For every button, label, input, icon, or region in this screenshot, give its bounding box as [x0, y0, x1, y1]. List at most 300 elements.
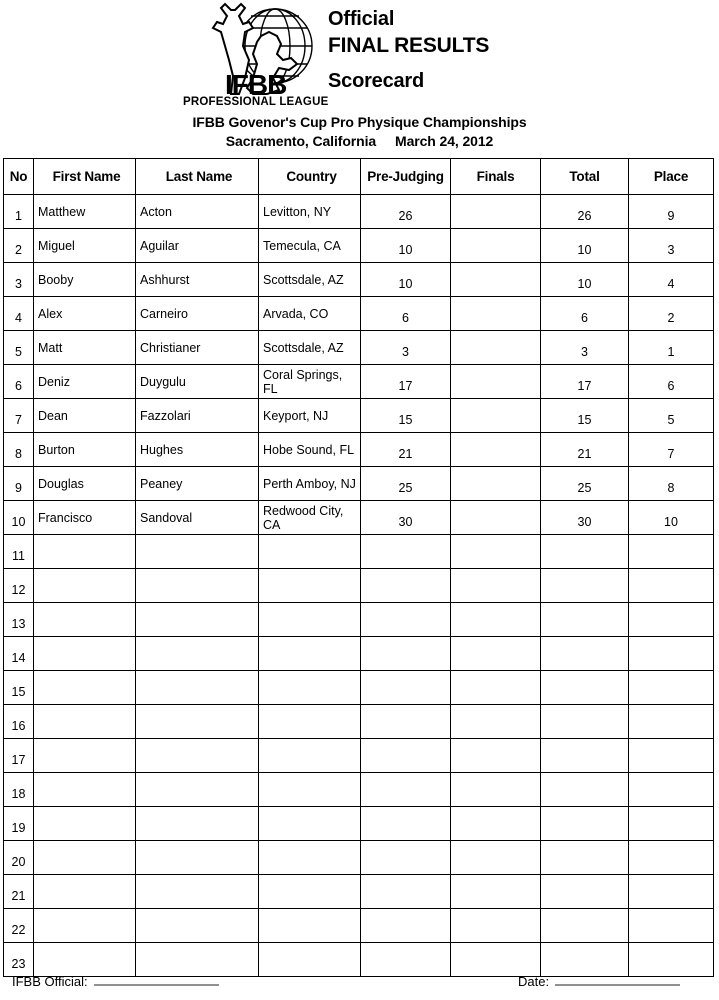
cell-tot[interactable] — [541, 909, 629, 943]
cell-last[interactable] — [136, 773, 259, 807]
cell-last[interactable] — [136, 297, 259, 331]
cell-plc[interactable] — [629, 909, 714, 943]
cell-first[interactable] — [34, 467, 136, 501]
cell-pre[interactable] — [361, 501, 451, 535]
cell-last-text: Aguilar — [140, 238, 179, 253]
table-row — [4, 603, 714, 637]
cell-plc[interactable] — [629, 841, 714, 875]
cell-plc-text — [629, 615, 713, 624]
cell-ctry[interactable] — [259, 875, 361, 909]
cell-plc[interactable] — [629, 773, 714, 807]
cell-tot-text: 30 — [577, 515, 592, 529]
cell-tot-text — [541, 615, 628, 624]
event-location-date: Sacramento, California March 24, 2012 — [225, 133, 494, 149]
cell-ctry[interactable] — [259, 603, 361, 637]
official-signature-field[interactable] — [94, 974, 219, 986]
cell-fin[interactable] — [451, 739, 541, 773]
cell-fin-text — [451, 411, 540, 420]
cell-pre[interactable] — [361, 297, 451, 331]
cell-tot-text: 3 — [581, 345, 588, 359]
cell-no[interactable] — [4, 603, 34, 637]
cell-first-text: Dean — [38, 408, 68, 423]
cell-no[interactable] — [4, 535, 34, 569]
cell-ctry[interactable] — [259, 433, 361, 467]
cell-tot[interactable] — [541, 773, 629, 807]
cell-pre-text — [361, 785, 450, 794]
cell-plc[interactable] — [629, 433, 714, 467]
cell-pre-text: 30 — [398, 515, 413, 529]
cell-fin[interactable] — [451, 637, 541, 671]
cell-ctry-text: Arvada, CO — [263, 307, 329, 321]
cell-fin[interactable] — [451, 467, 541, 501]
ifbb-logo-graphic — [183, 2, 335, 108]
cell-last[interactable] — [136, 331, 259, 365]
cell-fin[interactable] — [451, 365, 541, 399]
cell-ctry[interactable] — [259, 501, 361, 535]
table-row — [4, 501, 714, 535]
cell-tot[interactable] — [541, 399, 629, 433]
official-signature-group — [12, 974, 219, 989]
cell-tot[interactable] — [541, 739, 629, 773]
cell-no[interactable] — [4, 195, 34, 229]
cell-plc-text — [629, 581, 713, 590]
cell-pre[interactable] — [361, 195, 451, 229]
cell-fin-text — [451, 785, 540, 794]
cell-pre[interactable] — [361, 909, 451, 943]
cell-fin[interactable] — [451, 195, 541, 229]
cell-fin-text — [451, 819, 540, 828]
table-row — [4, 467, 714, 501]
cell-fin[interactable] — [451, 501, 541, 535]
table-header-row — [4, 159, 714, 195]
table-row — [4, 569, 714, 603]
cell-plc[interactable] — [629, 263, 714, 297]
cell-tot[interactable] — [541, 671, 629, 705]
cell-first[interactable] — [34, 603, 136, 637]
cell-plc-text — [629, 785, 713, 794]
cell-last[interactable] — [136, 807, 259, 841]
cell-plc-text — [629, 751, 713, 760]
cell-fin[interactable] — [451, 433, 541, 467]
cell-fin[interactable] — [451, 875, 541, 909]
table-row — [4, 875, 714, 909]
cell-no[interactable] — [4, 671, 34, 705]
cell-first[interactable] — [34, 365, 136, 399]
cell-plc-text — [629, 547, 713, 556]
cell-ctry-text — [263, 551, 360, 552]
cell-tot[interactable] — [541, 841, 629, 875]
table-row — [4, 909, 714, 943]
cell-ctry-text: Perth Amboy, NJ — [263, 477, 356, 491]
cell-tot[interactable] — [541, 875, 629, 909]
cell-no-text: 16 — [11, 719, 26, 733]
cell-plc[interactable] — [629, 331, 714, 365]
cell-last[interactable] — [136, 501, 259, 535]
column-header-first-name: First Name — [34, 159, 136, 195]
cell-tot-text: 10 — [577, 277, 592, 291]
cell-ctry[interactable] — [259, 399, 361, 433]
cell-fin[interactable] — [451, 263, 541, 297]
cell-ctry[interactable] — [259, 807, 361, 841]
cell-no[interactable] — [4, 263, 34, 297]
cell-plc[interactable] — [629, 535, 714, 569]
date-field[interactable] — [555, 974, 680, 986]
cell-first[interactable] — [34, 739, 136, 773]
cell-fin[interactable] — [451, 841, 541, 875]
cell-no[interactable] — [4, 875, 34, 909]
cell-ctry[interactable] — [259, 229, 361, 263]
cell-pre[interactable] — [361, 263, 451, 297]
cell-no[interactable] — [4, 807, 34, 841]
cell-pre[interactable] — [361, 671, 451, 705]
cell-last[interactable] — [136, 705, 259, 739]
cell-last[interactable] — [136, 399, 259, 433]
cell-first[interactable] — [34, 569, 136, 603]
cell-fin-text — [451, 683, 540, 692]
cell-pre[interactable] — [361, 603, 451, 637]
cell-first[interactable] — [34, 637, 136, 671]
cell-ctry[interactable] — [259, 637, 361, 671]
cell-no[interactable] — [4, 501, 34, 535]
cell-tot-text — [541, 785, 628, 794]
cell-fin[interactable] — [451, 399, 541, 433]
cell-first[interactable] — [34, 501, 136, 535]
cell-ctry-text — [263, 585, 360, 586]
cell-last-text: Ashhurst — [140, 272, 190, 287]
ifbb-logo — [183, 2, 335, 108]
cell-fin[interactable] — [451, 807, 541, 841]
table-row — [4, 671, 714, 705]
date-label: Date: — [518, 974, 550, 989]
cell-first[interactable] — [34, 433, 136, 467]
cell-no[interactable] — [4, 365, 34, 399]
cell-ctry[interactable] — [259, 569, 361, 603]
cell-no[interactable] — [4, 433, 34, 467]
table-row — [4, 331, 714, 365]
cell-fin[interactable] — [451, 671, 541, 705]
cell-pre[interactable] — [361, 229, 451, 263]
event-title — [0, 110, 719, 151]
cell-last-text: Fazzolari — [140, 408, 191, 423]
cell-ctry[interactable] — [259, 331, 361, 365]
cell-fin[interactable] — [451, 229, 541, 263]
cell-last[interactable] — [136, 433, 259, 467]
cell-plc[interactable] — [629, 671, 714, 705]
cell-ctry-text — [263, 619, 360, 620]
cell-fin[interactable] — [451, 603, 541, 637]
cell-first[interactable] — [34, 229, 136, 263]
cell-last[interactable] — [136, 467, 259, 501]
cell-last[interactable] — [136, 603, 259, 637]
table-row — [4, 365, 714, 399]
cell-no[interactable] — [4, 331, 34, 365]
cell-pre[interactable] — [361, 467, 451, 501]
cell-tot[interactable] — [541, 569, 629, 603]
cell-no[interactable] — [4, 569, 34, 603]
cell-pre-text — [361, 649, 450, 658]
cell-plc[interactable] — [629, 229, 714, 263]
cell-plc-text — [629, 955, 713, 964]
cell-pre[interactable] — [361, 433, 451, 467]
cell-last[interactable] — [136, 637, 259, 671]
cell-pre-text: 25 — [398, 481, 413, 495]
cell-no-text: 15 — [11, 685, 26, 699]
cell-fin-text — [451, 309, 540, 318]
cell-tot-text — [541, 547, 628, 556]
cell-ctry[interactable] — [259, 909, 361, 943]
cell-first-text: Francisco — [38, 510, 93, 525]
cell-tot[interactable] — [541, 501, 629, 535]
cell-fin[interactable] — [451, 535, 541, 569]
cell-fin[interactable] — [451, 909, 541, 943]
cell-last[interactable] — [136, 569, 259, 603]
table-row — [4, 433, 714, 467]
cell-pre[interactable] — [361, 773, 451, 807]
cell-pre[interactable] — [361, 841, 451, 875]
cell-tot[interactable] — [541, 467, 629, 501]
cell-first[interactable] — [34, 705, 136, 739]
cell-no-text: 17 — [11, 753, 26, 767]
cell-pre[interactable] — [361, 535, 451, 569]
cell-plc[interactable] — [629, 637, 714, 671]
cell-plc-text — [629, 649, 713, 658]
table-row — [4, 739, 714, 773]
cell-pre[interactable] — [361, 739, 451, 773]
cell-fin[interactable] — [451, 705, 541, 739]
cell-tot[interactable] — [541, 365, 629, 399]
table-row — [4, 195, 714, 229]
cell-tot[interactable] — [541, 297, 629, 331]
cell-pre[interactable] — [361, 807, 451, 841]
cell-last[interactable] — [136, 671, 259, 705]
cell-pre-text: 3 — [402, 345, 409, 359]
cell-fin-text — [451, 479, 540, 488]
cell-tot[interactable] — [541, 637, 629, 671]
cell-tot[interactable] — [541, 705, 629, 739]
cell-no[interactable] — [4, 229, 34, 263]
cell-first[interactable] — [34, 297, 136, 331]
cell-tot[interactable] — [541, 331, 629, 365]
cell-fin-text — [451, 275, 540, 284]
cell-last-text: Sandoval — [140, 510, 193, 525]
cell-tot[interactable] — [541, 603, 629, 637]
cell-tot-text: 6 — [581, 311, 588, 325]
cell-first[interactable] — [34, 535, 136, 569]
cell-tot-text — [541, 921, 628, 930]
cell-no-text: 13 — [11, 617, 26, 631]
cell-last[interactable] — [136, 263, 259, 297]
cell-plc[interactable] — [629, 467, 714, 501]
cell-ctry-text — [263, 721, 360, 722]
official-label: IFBB Official: — [12, 974, 88, 989]
cell-ctry[interactable] — [259, 841, 361, 875]
cell-ctry[interactable] — [259, 467, 361, 501]
cell-no[interactable] — [4, 909, 34, 943]
cell-first[interactable] — [34, 875, 136, 909]
cell-plc-text: 4 — [667, 277, 675, 291]
cell-plc[interactable] — [629, 603, 714, 637]
cell-fin-text — [451, 615, 540, 624]
table-row — [4, 841, 714, 875]
cell-fin-text — [451, 751, 540, 760]
cell-fin-text — [451, 853, 540, 862]
cell-pre-text — [361, 547, 450, 556]
cell-last-text: Carneiro — [140, 306, 188, 321]
cell-first[interactable] — [34, 263, 136, 297]
cell-no-text: 9 — [15, 481, 22, 495]
cell-no-text: 3 — [15, 277, 22, 291]
cell-fin[interactable] — [451, 331, 541, 365]
cell-fin-text — [451, 241, 540, 250]
cell-no[interactable] — [4, 399, 34, 433]
cell-plc[interactable] — [629, 297, 714, 331]
cell-tot-text — [541, 649, 628, 658]
cell-first[interactable] — [34, 671, 136, 705]
cell-no[interactable] — [4, 841, 34, 875]
cell-ctry[interactable] — [259, 705, 361, 739]
cell-plc-text: 8 — [667, 481, 675, 495]
cell-ctry[interactable] — [259, 773, 361, 807]
cell-no-text: 7 — [15, 413, 22, 427]
table-row — [4, 399, 714, 433]
cell-ctry[interactable] — [259, 535, 361, 569]
cell-no[interactable] — [4, 467, 34, 501]
cell-plc-text — [629, 853, 713, 862]
cell-no-text: 22 — [11, 923, 26, 937]
cell-plc[interactable] — [629, 875, 714, 909]
cell-pre[interactable] — [361, 569, 451, 603]
cell-fin-text — [451, 343, 540, 352]
cell-pre[interactable] — [361, 637, 451, 671]
cell-plc[interactable] — [629, 569, 714, 603]
cell-no-text: 5 — [15, 345, 22, 359]
cell-pre[interactable] — [361, 875, 451, 909]
column-header-country: Country — [259, 159, 361, 195]
cell-plc-text — [629, 819, 713, 828]
cell-pre-text: 10 — [398, 243, 413, 257]
cell-pre-text: 15 — [398, 413, 413, 427]
cell-ctry-text — [263, 857, 360, 858]
scorecard-table-wrap — [3, 158, 713, 977]
cell-no[interactable] — [4, 705, 34, 739]
cell-fin[interactable] — [451, 773, 541, 807]
date-signature-group — [518, 974, 680, 989]
cell-plc[interactable] — [629, 807, 714, 841]
cell-tot[interactable] — [541, 807, 629, 841]
cell-fin-text — [451, 547, 540, 556]
cell-ctry[interactable] — [259, 739, 361, 773]
header-scorecard-label: Scorecard — [328, 70, 425, 92]
cell-plc-text: 10 — [664, 515, 678, 529]
cell-first[interactable] — [34, 841, 136, 875]
cell-first[interactable] — [34, 773, 136, 807]
cell-last[interactable] — [136, 365, 259, 399]
cell-ctry-text — [263, 959, 360, 960]
column-header-last-name: Last Name — [136, 159, 259, 195]
cell-no[interactable] — [4, 773, 34, 807]
cell-no[interactable] — [4, 297, 34, 331]
cell-last[interactable] — [136, 841, 259, 875]
cell-no[interactable] — [4, 739, 34, 773]
cell-ctry[interactable] — [259, 263, 361, 297]
cell-first[interactable] — [34, 399, 136, 433]
cell-no[interactable] — [4, 637, 34, 671]
cell-ctry[interactable] — [259, 365, 361, 399]
cell-pre[interactable] — [361, 399, 451, 433]
cell-pre-text: 26 — [398, 209, 413, 223]
cell-last[interactable] — [136, 909, 259, 943]
event-name: IFBB Govenor's Cup Pro Physique Championships — [192, 114, 527, 130]
cell-tot[interactable] — [541, 263, 629, 297]
cell-fin-text — [451, 955, 540, 964]
cell-first-text: Matthew — [38, 204, 86, 219]
cell-ctry-text: Hobe Sound, FL — [263, 443, 355, 457]
table-row — [4, 705, 714, 739]
cell-fin[interactable] — [451, 569, 541, 603]
cell-first[interactable] — [34, 195, 136, 229]
cell-fin[interactable] — [451, 297, 541, 331]
table-row — [4, 807, 714, 841]
cell-last[interactable] — [136, 229, 259, 263]
cell-tot[interactable] — [541, 433, 629, 467]
cell-first-text: Miguel — [38, 238, 75, 253]
cell-plc[interactable] — [629, 399, 714, 433]
cell-no-text: 19 — [11, 821, 26, 835]
cell-ctry[interactable] — [259, 297, 361, 331]
cell-ctry-text: Keyport, NJ — [263, 409, 329, 423]
cell-pre-text — [361, 683, 450, 692]
cell-first-text: Matt — [38, 340, 63, 355]
cell-last[interactable] — [136, 535, 259, 569]
cell-tot[interactable] — [541, 229, 629, 263]
cell-tot[interactable] — [541, 195, 629, 229]
cell-first[interactable] — [34, 331, 136, 365]
cell-no-text: 6 — [15, 379, 22, 393]
cell-last[interactable] — [136, 875, 259, 909]
table-row — [4, 263, 714, 297]
cell-first[interactable] — [34, 909, 136, 943]
cell-tot[interactable] — [541, 535, 629, 569]
header-final-results-label: FINAL RESULTS — [328, 34, 490, 57]
cell-pre[interactable] — [361, 365, 451, 399]
cell-ctry-text: Redwood City, CA — [263, 504, 344, 532]
cell-pre-text — [361, 717, 450, 726]
cell-pre[interactable] — [361, 705, 451, 739]
cell-no-text: 11 — [12, 549, 25, 563]
cell-fin-text — [451, 445, 540, 454]
cell-plc[interactable] — [629, 501, 714, 535]
cell-ctry[interactable] — [259, 195, 361, 229]
cell-plc[interactable] — [629, 195, 714, 229]
cell-pre[interactable] — [361, 331, 451, 365]
cell-pre-text: 21 — [398, 447, 413, 461]
cell-plc-text — [629, 921, 713, 930]
cell-plc-text — [629, 683, 713, 692]
cell-ctry-text — [263, 755, 360, 756]
cell-last-text: Acton — [140, 204, 172, 219]
cell-ctry[interactable] — [259, 671, 361, 705]
cell-plc-text: 1 — [667, 345, 675, 359]
cell-plc[interactable] — [629, 705, 714, 739]
cell-last[interactable] — [136, 739, 259, 773]
table-row — [4, 637, 714, 671]
cell-plc[interactable] — [629, 365, 714, 399]
cell-tot-text — [541, 683, 628, 692]
cell-last[interactable] — [136, 195, 259, 229]
cell-plc[interactable] — [629, 739, 714, 773]
cell-pre-text — [361, 615, 450, 624]
cell-first[interactable] — [34, 807, 136, 841]
